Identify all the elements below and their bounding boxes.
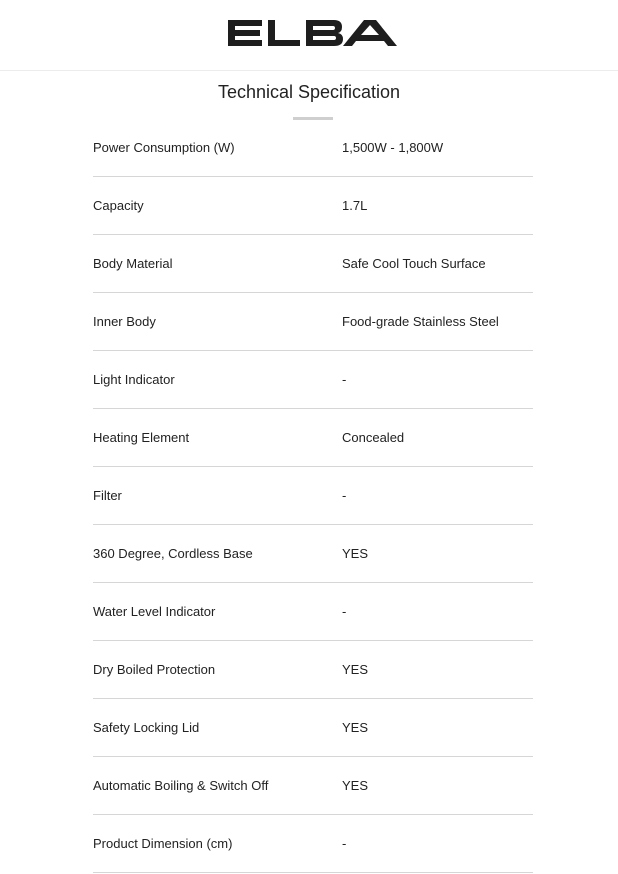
elba-logo[interactable] (228, 17, 398, 49)
spec-value: YES (342, 720, 369, 735)
spec-label: Filter (93, 488, 122, 503)
spec-label: Body Material (93, 256, 173, 271)
spec-row (93, 815, 533, 873)
section-title: Technical Specification (217, 82, 401, 102)
spec-label: 360 Degree, Cordless Base (93, 546, 253, 561)
spec-row (93, 409, 533, 467)
spec-value: - (342, 372, 347, 387)
spec-row (93, 119, 533, 177)
spec-value: 1.7L (342, 198, 368, 213)
spec-value: Safe Cool Touch Surface (342, 256, 486, 271)
spec-label: Capacity (93, 198, 144, 213)
spec-value: Food-grade Stainless Steel (342, 314, 499, 329)
spec-row (93, 235, 533, 293)
spec-value: - (342, 836, 347, 851)
spec-table (93, 119, 533, 873)
spec-value: YES (342, 778, 369, 793)
spec-value: YES (342, 546, 369, 561)
spec-value: 1,500W - 1,800W (342, 140, 444, 155)
spec-label: Water Level Indicator (93, 604, 216, 619)
spec-row (93, 699, 533, 757)
spec-row (93, 351, 533, 409)
spec-label: Heating Element (93, 430, 190, 445)
spec-row (93, 525, 533, 583)
spec-value: - (342, 488, 347, 503)
spec-value: Concealed (342, 430, 405, 445)
spec-label: Safety Locking Lid (93, 720, 200, 735)
spec-label: Automatic Boiling & Switch Off (93, 778, 269, 793)
site-header (0, 0, 618, 71)
spec-label: Product Dimension (cm) (93, 836, 233, 851)
spec-row (93, 293, 533, 351)
spec-value: YES (342, 662, 369, 677)
spec-row (93, 757, 533, 815)
spec-row (93, 641, 533, 699)
spec-label: Dry Boiled Protection (93, 662, 216, 677)
spec-label: Power Consumption (W) (93, 140, 235, 155)
spec-row (93, 177, 533, 235)
spec-value: - (342, 604, 347, 619)
spec-label: Light Indicator (93, 372, 175, 387)
spec-row (93, 467, 533, 525)
spec-row (93, 583, 533, 641)
spec-label: Inner Body (93, 314, 156, 329)
